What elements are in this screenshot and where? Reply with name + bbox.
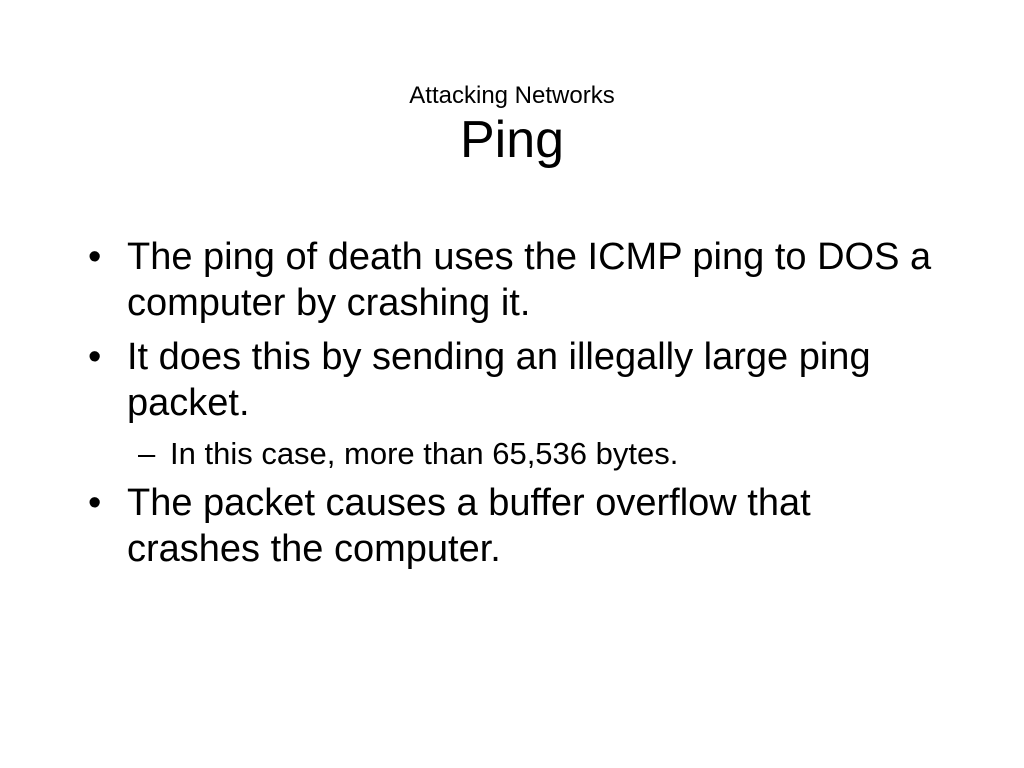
title-block xyxy=(0,82,1024,170)
sub-bullet-item xyxy=(127,434,942,474)
bullet-item xyxy=(82,234,942,326)
bullet-text: It does this by sending an illegally large ping packet. xyxy=(127,336,871,424)
bullet-text: The ping of death uses the ICMP ping to DOS a computer by crashing it. xyxy=(127,236,932,324)
sub-bullet-text: In this case, more than 65,536 bytes. xyxy=(170,436,679,471)
bullet-list xyxy=(82,234,942,426)
bullet-item xyxy=(82,334,942,426)
bullet-list-continued xyxy=(82,480,942,572)
bullet-icon: • xyxy=(88,336,102,378)
sub-bullet-list xyxy=(82,434,942,474)
slide-body xyxy=(82,234,942,580)
slide-subtitle: Attacking Networks xyxy=(409,82,615,109)
bullet-item xyxy=(82,480,942,572)
dash-icon: – xyxy=(138,436,156,471)
bullet-text: The packet causes a buffer overflow that crashes the computer. xyxy=(127,482,811,570)
bullet-icon: • xyxy=(88,482,102,524)
bullet-icon: • xyxy=(88,236,102,278)
slide-title: Ping xyxy=(459,111,565,169)
